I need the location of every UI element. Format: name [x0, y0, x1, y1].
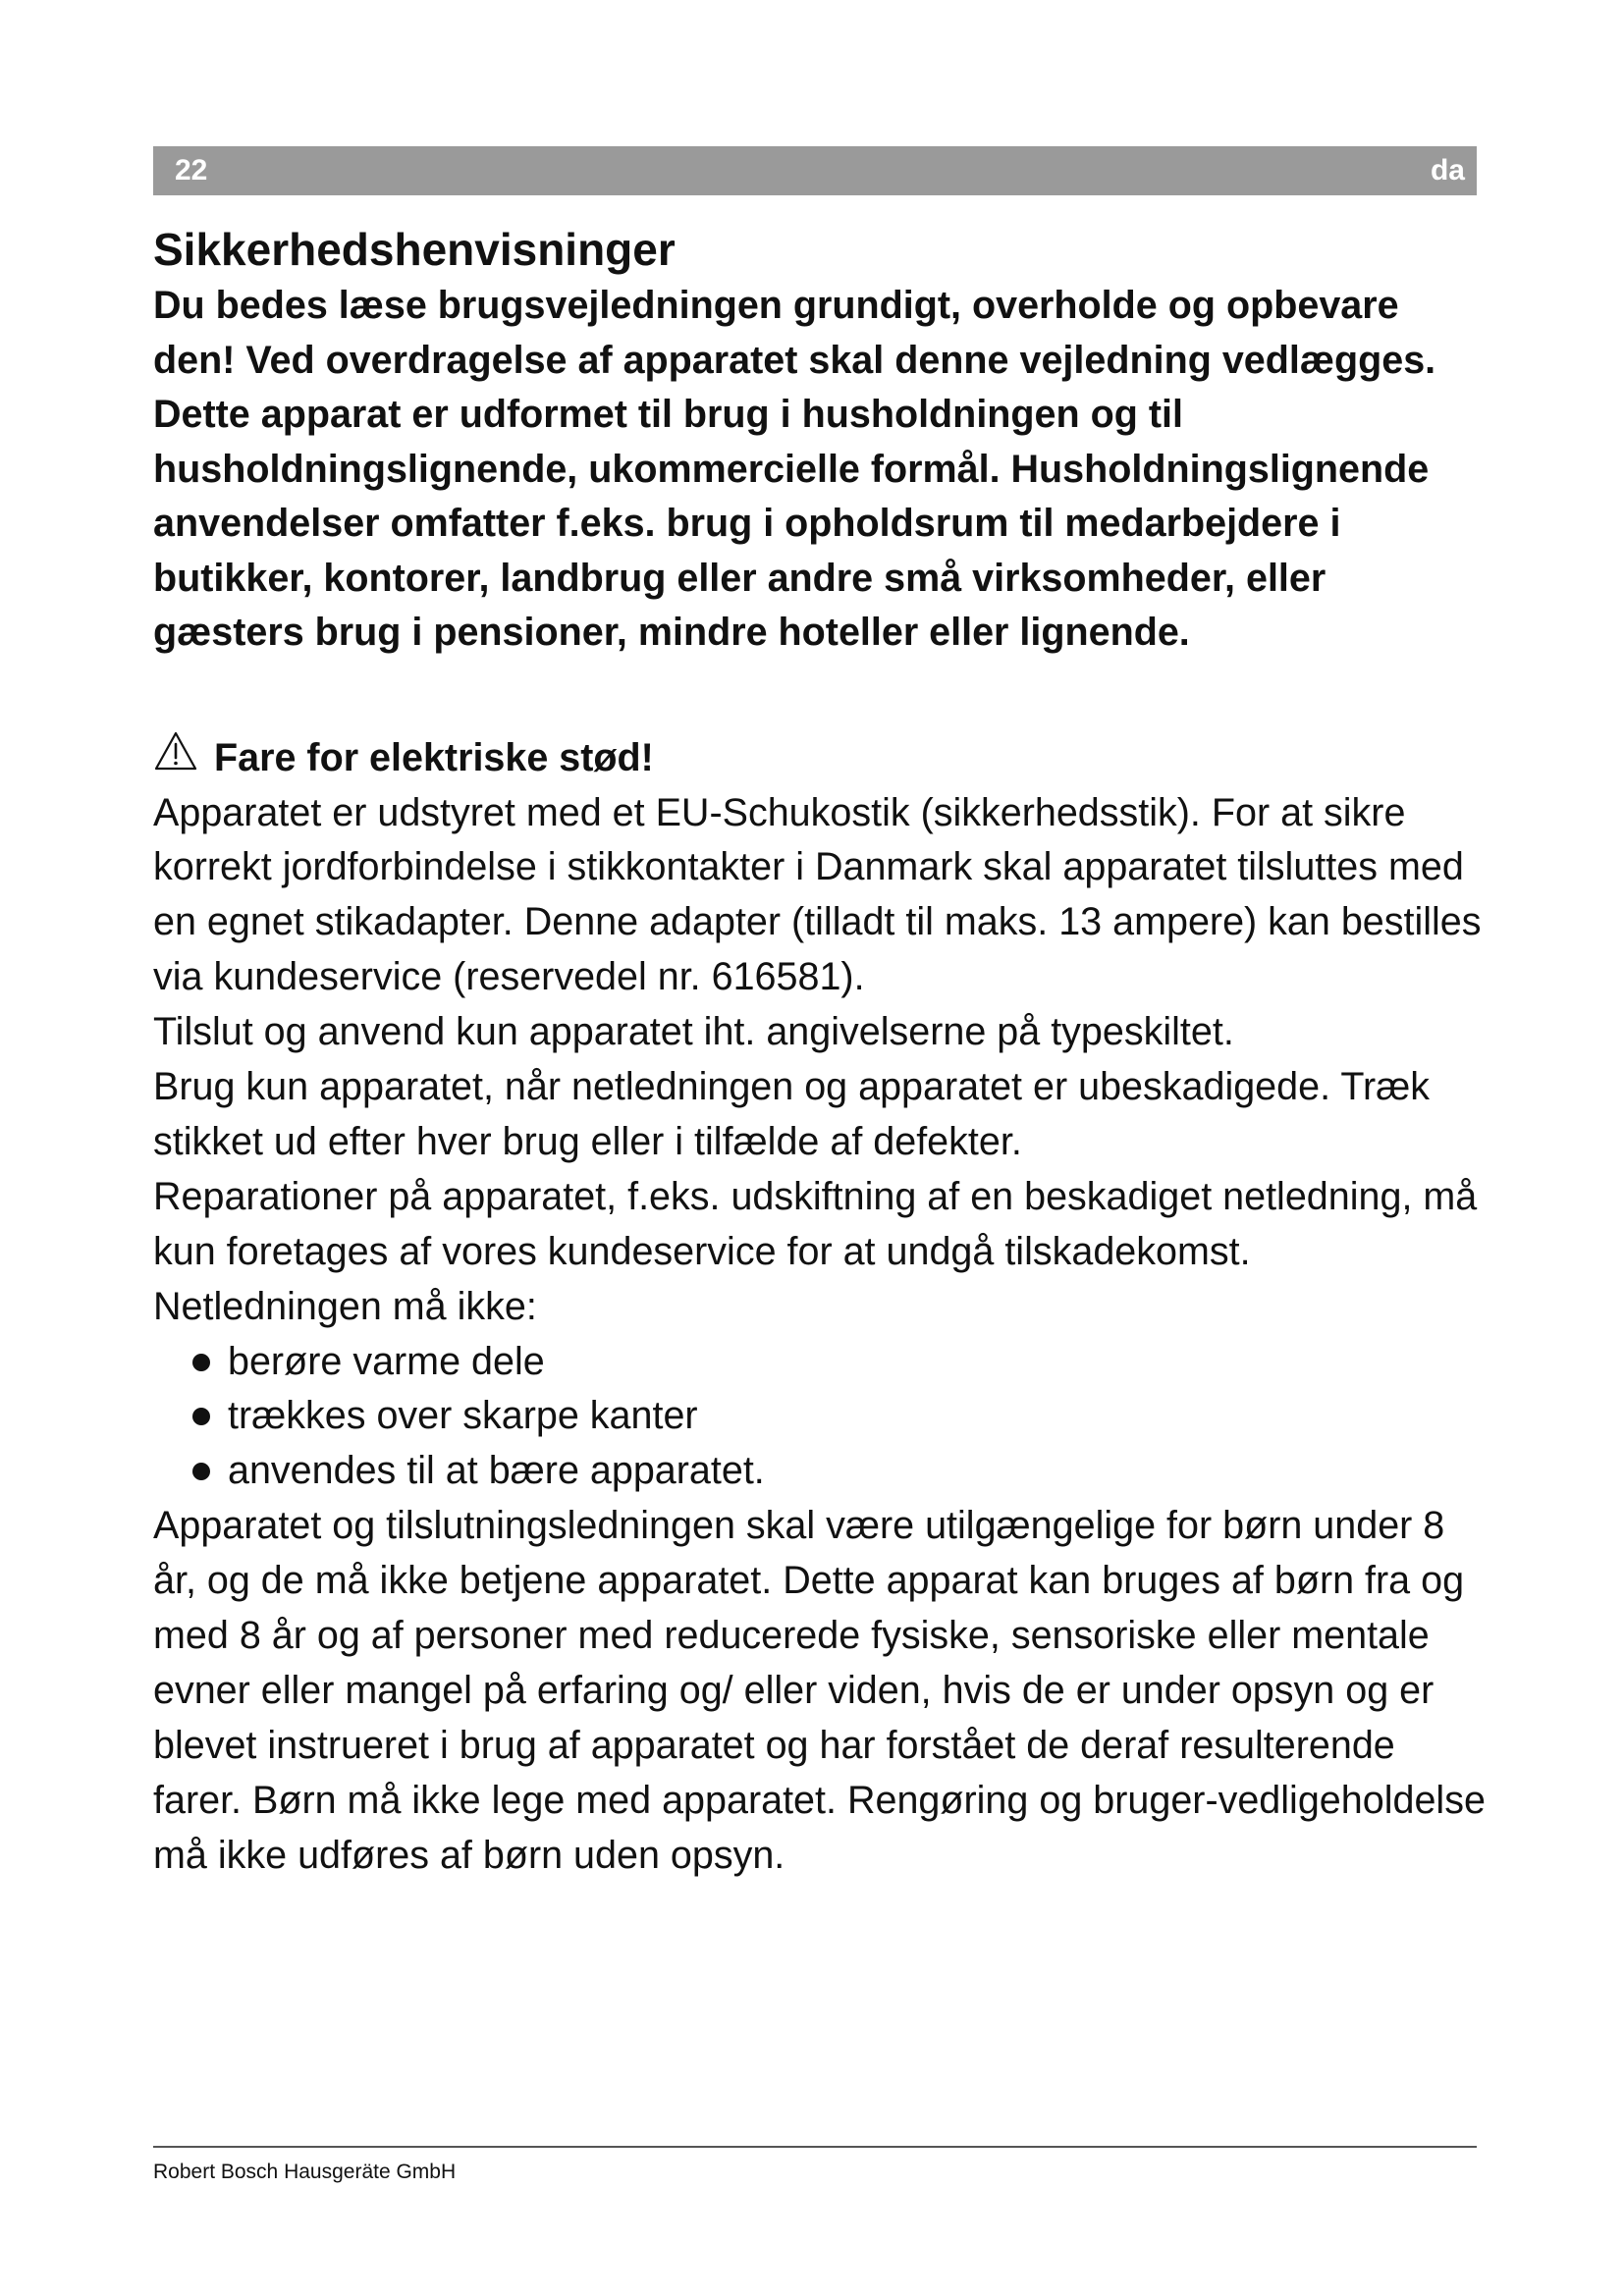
warning-heading — [153, 730, 1489, 786]
warning-heading-text: Fare for elektriske stød! — [214, 736, 654, 779]
list-item: anvendes til at bære apparatet. — [192, 1444, 1489, 1499]
footer-divider — [153, 2146, 1477, 2148]
bullet-icon — [192, 1408, 210, 1425]
paragraph-adapter: Apparatet er udstyret med et EU-Schukostik (sikkerhedsstik). For at sikre korrekt jordforbindelse i stikkontakter i Danmark skal apparatet tilsluttes med en egnet stikadapter. Denne adapter (tilladt til maks. 13 ampere) kan bestilles via kundeservice (reservedel nr. 616581). — [153, 790, 1482, 999]
safety-body — [153, 786, 1489, 1884]
page-header-bar — [153, 146, 1477, 195]
paragraph-typeplate: Tilslut og anvend kun apparatet iht. angivelserne på typeskiltet. — [153, 1010, 1234, 1054]
cord-warnings-list — [153, 1335, 1489, 1500]
footer-company: Robert Bosch Hausgeräte GmbH — [153, 2161, 457, 2183]
list-item: berøre varme dele — [192, 1335, 1489, 1390]
language-code: da — [1430, 154, 1465, 187]
page-content — [153, 222, 1489, 1884]
paragraph-repairs: Reparationer på apparatet, f.eks. udskiftning af en beskadiget netledning, må kun foretages af vores kundeservice for at undgå tilskadekomst. — [153, 1174, 1478, 1273]
paragraph-usage: Brug kun apparatet, når netledningen og apparatet er ubeskadigede. Træk stikket ud efter hver brug eller i tilfælde af defekter. — [153, 1065, 1431, 1163]
paragraph-children: Apparatet og tilslutningsledningen skal være utilgængelige for børn under 8 år, og de må ikke betjene apparatet. Dette apparat kan bruges af børn fra og med 8 år og af personer med reducerede fysiske, sensoriske eller mentale evner eller mangel på erfaring og/ eller viden, hvis de er under opsyn og er blevet instrueret i brug af apparatet og har forstået de deraf resulterende farer. Børn må ikke lege med apparatet. Rengøring og bruger-vedligeholdelse må ikke udføres af børn uden opsyn. — [153, 1504, 1486, 1877]
intro-paragraph: Du bedes læse brugsvejledningen grundigt, overholde og opbevare den! Ved overdragelse af apparatet skal denne vejledning vedlægges. Dette apparat er udformet til brug i husholdningen og til husholdningslignende, ukommercielle formål. Husholdningslignende anvendelser omfatter f.eks. brug i opholdsrum til medarbejdere i butikker, kontorer, landbrug eller andre små virksomheder, eller gæsters brug i pensioner, mindre hoteller eller lignende. — [153, 284, 1436, 654]
list-item: trækkes over skarpe kanter — [192, 1389, 1489, 1444]
bullet-icon — [192, 1354, 210, 1371]
paragraph-cord-intro: Netledningen må ikke: — [153, 1284, 537, 1328]
bullet-icon — [192, 1463, 210, 1480]
page-number: 22 — [175, 154, 208, 187]
warning-triangle-icon — [153, 730, 214, 786]
page-title: Sikkerhedshenvisninger — [153, 224, 676, 275]
